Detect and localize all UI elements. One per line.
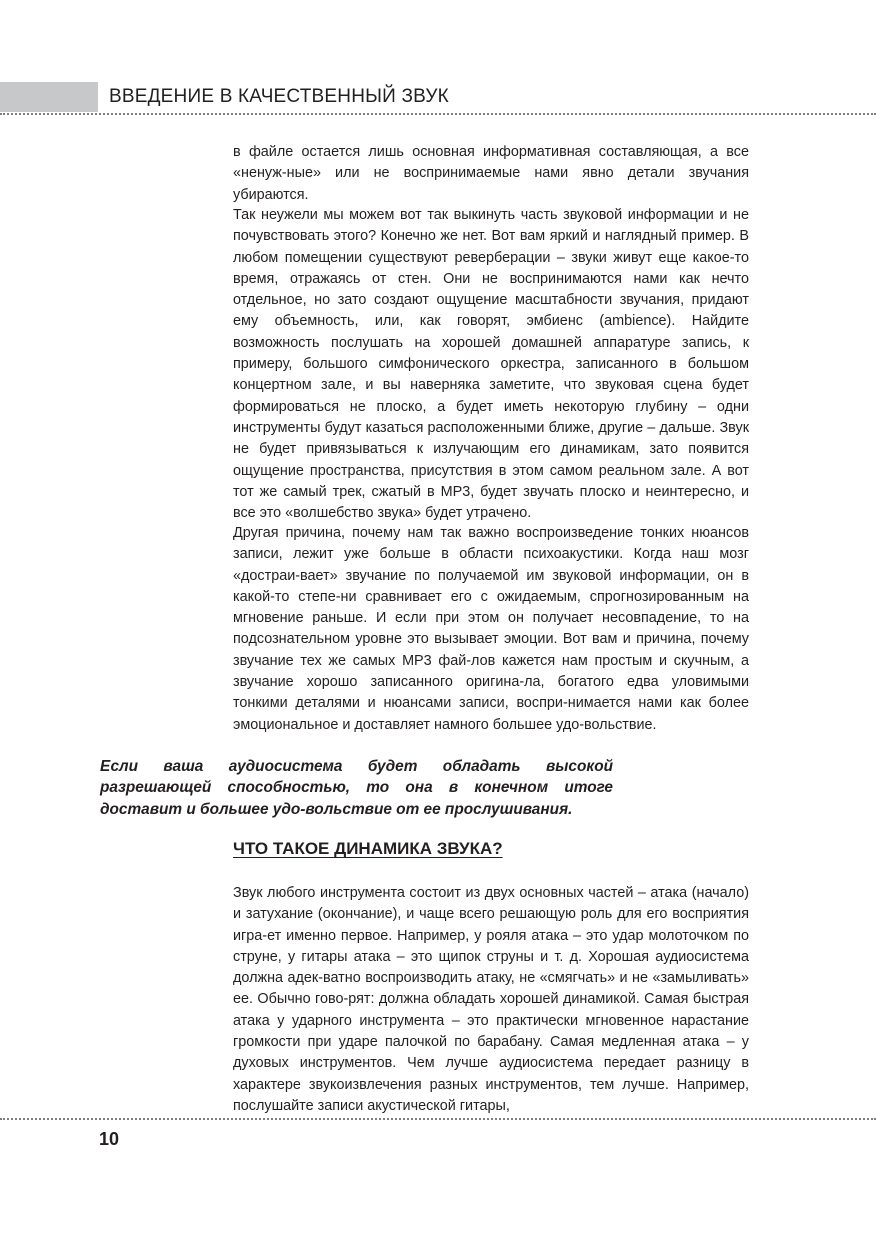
paragraph: Так неужели мы можем вот так выкинуть часть звуковой информации и не почувствовать этого? Конечно же нет. Вот вам яркий и наглядный пример. В любом помещении существуют реверберации – звуки живут еще какое-то время, отражаясь от стен. Они не воспринимаются нами как нечто отдельное, но зато создают ощущение масштабности звучания, придают ему объемность, или, как говорят, эмбиенс (ambience). Найдите возможность послушать на хорошей домашней аппаратуре запись, к примеру, большого симфонического оркестра, записанного в большом концертном зале, и вы наверняка заметите, что звуковая сцена будет формироваться не плоско, а будет иметь некоторую глубину – одни инструменты будут казаться расположенными ближе, другие – дальше. Звук не будет привязываться к излучающим его динамикам, зато появится ощущение пространства, присутствия в этом самом реальном зале. А вот тот же самый трек, сжатый в MP3, будет звучать плоско и неинтересно, и все это «волшебство звука» будет утрачено. — [233, 207, 749, 522]
footer-dotted-divider — [0, 1118, 876, 1120]
header-dotted-divider — [0, 113, 876, 115]
page-number: 10 — [99, 1129, 120, 1149]
header-accent-bar — [0, 82, 98, 112]
running-header-title: ВВЕДЕНИЕ В КАЧЕСТВЕННЫЙ ЗВУК — [109, 86, 449, 107]
pull-quote: Если ваша аудиосистема будет обладать высокой разрешающей способностью, то она в конечном итоге доставит и большее удо-вольствие от ее прослушивания. — [100, 758, 613, 818]
paragraph: Другая причина, почему нам так важно воспроизведение тонких нюансов записи, лежит уже больше в области психоакустики. Когда наш мозг «достраи-вает» звучание по получаемой им звуковой информации, он в какой-то степе-ни сравнивает его с ожидаемым, спрогнозированным на мгновение раньше. И если при этом он получает несовпадение, то на подсознательном уровне это вызывает эмоции. Вот вам и причина, почему звучание тех же самых MP3 фай-лов кажется нам простым и скучным, а звучание хорошо записанного оригина-ла, богатого едва уловимыми тонкими деталями и нюансами записи, воспри-нимается нами как более эмоциональное и доставляет намного большее удо-вольствие. — [233, 525, 749, 733]
section-heading: ЧТО ТАКОЕ ДИНАМИКА ЗВУКА? — [233, 839, 503, 858]
paragraph: Звук любого инструмента состоит из двух основных частей – атака (начало) и затухание (окончание), и чаще всего решающую роль для его восприятия игра-ет именно первое. Например, у рояля атака – это удар молоточком по струне, у гитары атака – это щипок струны и т. д. Хорошая аудиосистема должна адек-ватно воспроизводить атаку, не «смягчать» и не «замыливать» ее. Обычно гово-рят: должна обладать хорошей динамикой. Самая быстрая атака у ударного инструмента – это практически мгновенное нарастание громкости при ударе палочкой по барабану. Самая медленная атака – у духовых инструментов. Чем лучше аудиосистема передает разницу в характере звукоизвлечения разных инструментов, тем лучше. Например, послушайте записи акустической гитары, — [233, 885, 749, 1114]
paragraph: в файле остается лишь основная информативная составляющая, а все «ненуж-ные» или не воспринимаемые нами явно детали звучания убираются. — [233, 144, 749, 203]
